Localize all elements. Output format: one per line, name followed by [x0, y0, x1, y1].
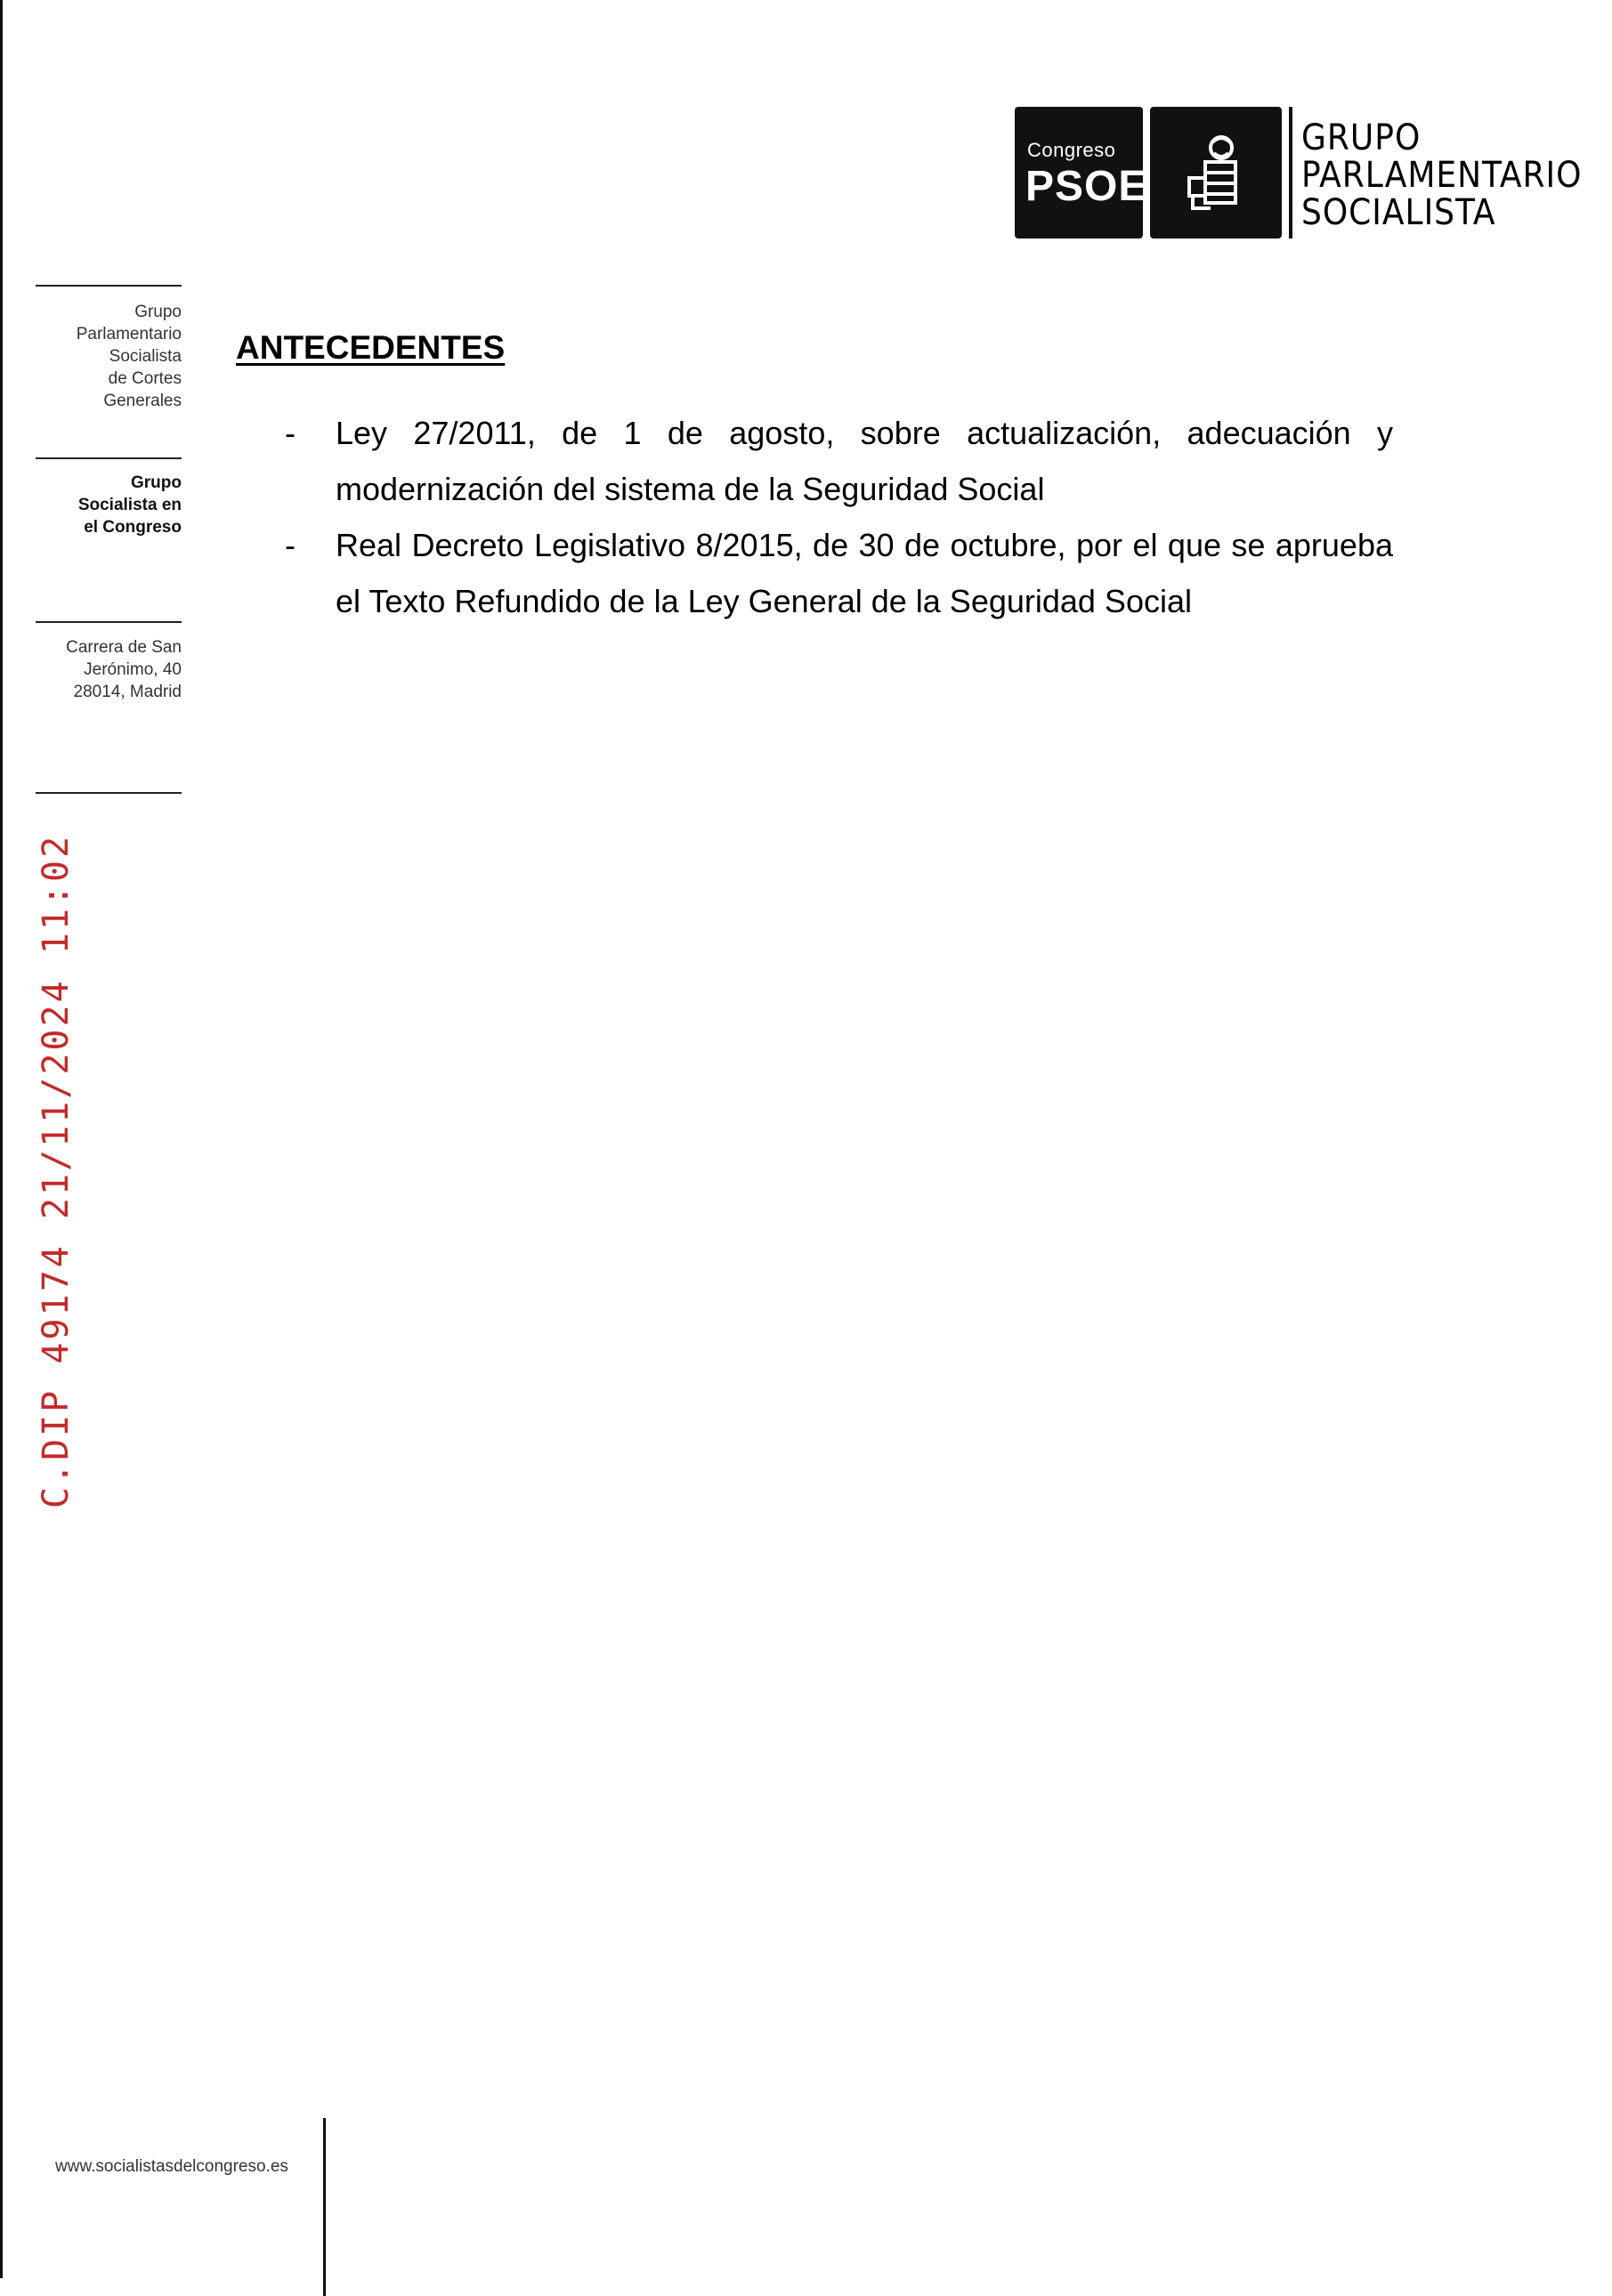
logo-text-line-1: GRUPO	[1301, 117, 1422, 158]
sidebar-block-grupo-parlamentario	[36, 301, 182, 412]
sidebar-line: de Cortes	[108, 369, 182, 388]
sidebar-line: el Congreso	[84, 518, 182, 537]
sidebar-line: 28014, Madrid	[73, 683, 182, 701]
sidebar-block-address	[36, 636, 182, 703]
logo-text-line-3: SOCIALISTA	[1301, 192, 1496, 233]
logo-text-line-2: PARLAMENTARIO	[1301, 155, 1583, 196]
logo-divider	[1289, 107, 1292, 238]
section-heading: ANTECEDENTES	[236, 329, 506, 366]
list-item-dash: -	[285, 415, 296, 451]
registration-stamp	[34, 833, 78, 1509]
logo-congreso-box	[1015, 107, 1148, 238]
page-left-edge	[0, 0, 3, 2278]
sidebar-rule-3	[36, 621, 182, 623]
list-item-text: Ley 27/2011, de 1 de agosto, sobre actualización, adecuación y modernización del sistema de la Seguridad Social	[336, 415, 1393, 507]
sidebar-line: Socialista en	[77, 496, 182, 514]
logo-congreso-label: Congreso	[1027, 139, 1116, 161]
sidebar-block-grupo-socialista	[36, 472, 182, 538]
list-item-text: Real Decreto Legislativo 8/2015, de 30 de octubre, por el que se aprueba el Texto Refundido de la Ley General de la Seguridad Social	[336, 527, 1393, 619]
footer-divider	[323, 2118, 326, 2296]
footer-url: www.socialistasdelcongreso.es	[55, 2157, 288, 2176]
logo-text	[1301, 119, 1582, 231]
logo-psoe-label: PSOE	[1025, 163, 1148, 210]
sidebar-rule-2	[36, 457, 182, 459]
sidebar-line: Parlamentario	[76, 325, 182, 344]
sidebar-rule-1	[36, 285, 182, 287]
sidebar-line: Grupo	[131, 473, 182, 492]
sidebar-line: Carrera de San	[66, 638, 182, 657]
sidebar-line: Socialista	[109, 347, 182, 366]
sidebar-line: Jerónimo, 40	[84, 660, 182, 679]
sidebar-line: Generales	[103, 392, 182, 410]
antecedentes-list	[285, 405, 1393, 629]
fist-and-rose-icon	[1150, 107, 1282, 238]
registration-stamp-text: C.DIP 49174 21/11/2024 11:02	[36, 833, 77, 1509]
sidebar-line: Grupo	[134, 303, 182, 321]
list-item-dash: -	[285, 527, 296, 563]
sidebar-rule-4	[36, 792, 182, 794]
list-item	[285, 405, 1393, 517]
list-item	[285, 517, 1393, 629]
